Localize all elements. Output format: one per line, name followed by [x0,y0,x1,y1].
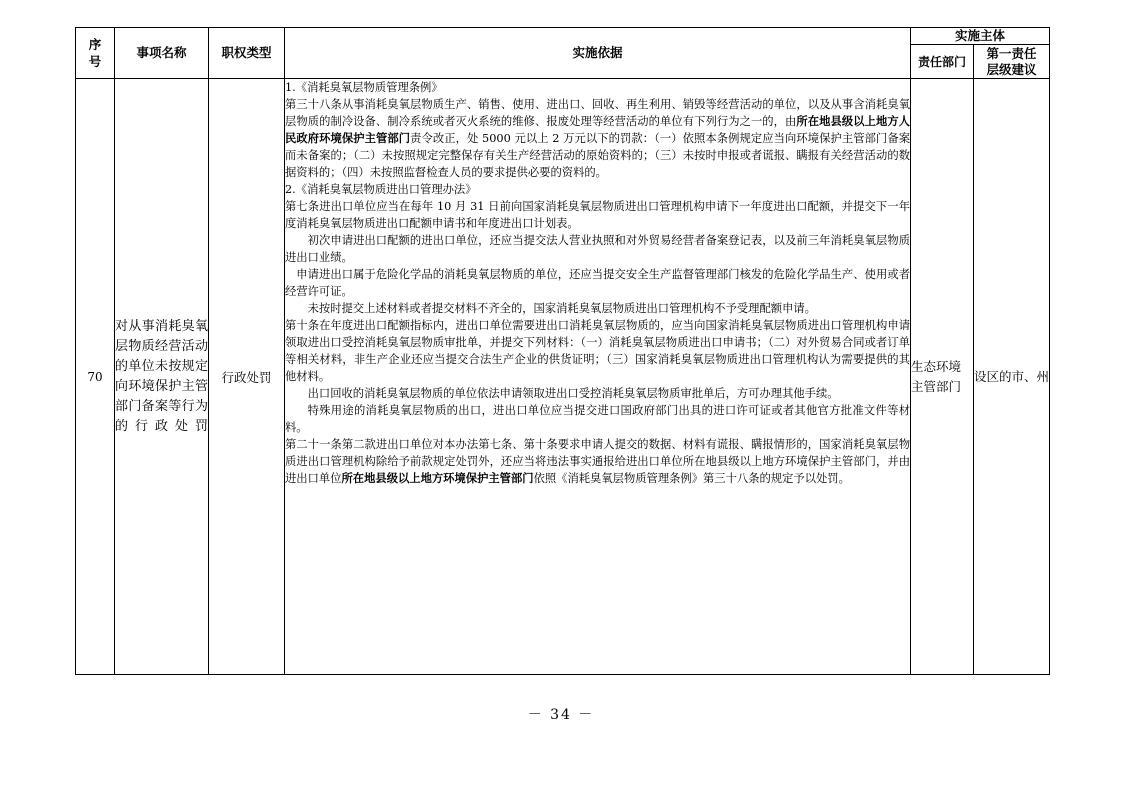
table-row [76,79,1050,675]
basis-paragraph: 初次申请进出口配额的进出口单位，还应当提交法人营业执照和对外贸易经营者备案登记表，以及前三年消耗臭氧层物质进出口业绩。 [285,234,910,264]
row-dept: 生态环境主管部门 [911,79,974,675]
basis-article-38: 第三十八条从事消耗臭氧层物质生产、销售、使用、进出口、回收、再生利用、销毁等经营活动的单位，以及从事含消耗臭氧层物质的制冷设备、制冷系统或者灭火系统的维修、报废处理等经营活动的单位有下列行为之一的，由所在地县级以上地方人民政府环境保护主管部门责令改正，处 5000 元以上 2 万元以下的罚款：（一）依照本条例规定应当向环境保护主管部门备案而未备案的；（二）未按照规定完整保存有关生产经营活动的原始资料的；（三）未按时申报或者谎报、瞒报有关经营活动的数据资料的；（四）未按照监督检查人员的要求提供必要的资料的。 [285,98,910,179]
basis-paragraph: 申请进出口属于危险化学品的消耗臭氧层物质的单位，还应当提交安全生产监督管理部门核发的危险化学品生产、使用或者经营许可证。 [285,268,910,298]
header-dept: 责任部门 [911,45,974,79]
matter-table [75,27,1050,675]
row-name: 对从事消耗臭氧层物质经营活动的单位未按规定向环境保护主管部门备案等行为的行政处罚 [115,79,209,675]
row-type: 行政处罚 [209,79,285,675]
header-type: 职权类型 [209,28,285,79]
header-name: 事项名称 [115,28,209,79]
row-seq: 70 [76,79,115,675]
basis-article-7: 第七条进出口单位应当在每年 10 月 31 日前向国家消耗臭氧层物质进出口管理机构申请下一年度进出口配额，并提交下一年度消耗臭氧层物质进出口配额申请书和年度进出口计划表。 [285,200,910,230]
basis-paragraph: 未按时提交上述材料或者提交材料不齐全的，国家消耗臭氧层物质进出口管理机构不予受理配额申请。 [307,302,816,315]
row-level: 设区的市、州 [974,79,1050,675]
header-subject: 实施主体 [911,28,1050,45]
row-basis [285,79,911,675]
header-seq: 序号 [76,28,115,79]
header-basis: 实施依据 [285,28,911,79]
basis-emphasis: 所在地县级以上地方环境保护主管部门 [341,472,534,485]
basis-emphasis: 所在地县级以上地方人民政府环境保护主管部门 [285,115,910,145]
basis-text [285,79,910,487]
basis-paragraph: 出口回收的消耗臭氧层物质的单位依法申请领取进出口受控消耗臭氧层物质审批单后，方可办理其他手续。 [307,387,839,400]
header-level: 第一责任层级建议 [974,45,1050,79]
basis-article-21: 第二十一条第二款进出口单位对本办法第七条、第十条要求申请人提交的数据、材料有谎报、瞒报情形的，国家消耗臭氧层物质进出口管理机构除给予前款规定处罚外，还应当将违法事实通报给进出口单位所在地县级以上地方环境保护主管部门，并由进出口单位所在地县级以上地方环境保护主管部门依照《消耗臭氧层物质管理条例》第三十八条的规定予以处罚。 [285,438,910,485]
basis-paragraph: 特殊用途的消耗臭氧层物质的出口，进出口单位应当提交进口国政府部门出具的进口许可证或者其他官方批准文件等材料。 [285,404,910,434]
basis-title-2: 2.《消耗臭氧层物质进出口管理办法》 [285,183,477,196]
page-number: － 34 － [527,707,595,723]
basis-article-10: 第十条在年度进出口配额指标内，进出口单位需要进出口消耗臭氧层物质的，应当向国家消耗臭氧层物质进出口管理机构申请领取进出口受控消耗臭氧层物质审批单，并提交下列材料：（一）消耗臭氧层物质进出口申请书；（二）对外贸易合同或者订单等相关材料，非生产企业还应当提交合法生产企业的供货证明；（三）国家消耗臭氧层物质进出口管理机构认为需要提供的其他材料。 [285,319,910,383]
basis-title-1: 1.《消耗臭氧层物质管理条例》 [285,81,443,94]
